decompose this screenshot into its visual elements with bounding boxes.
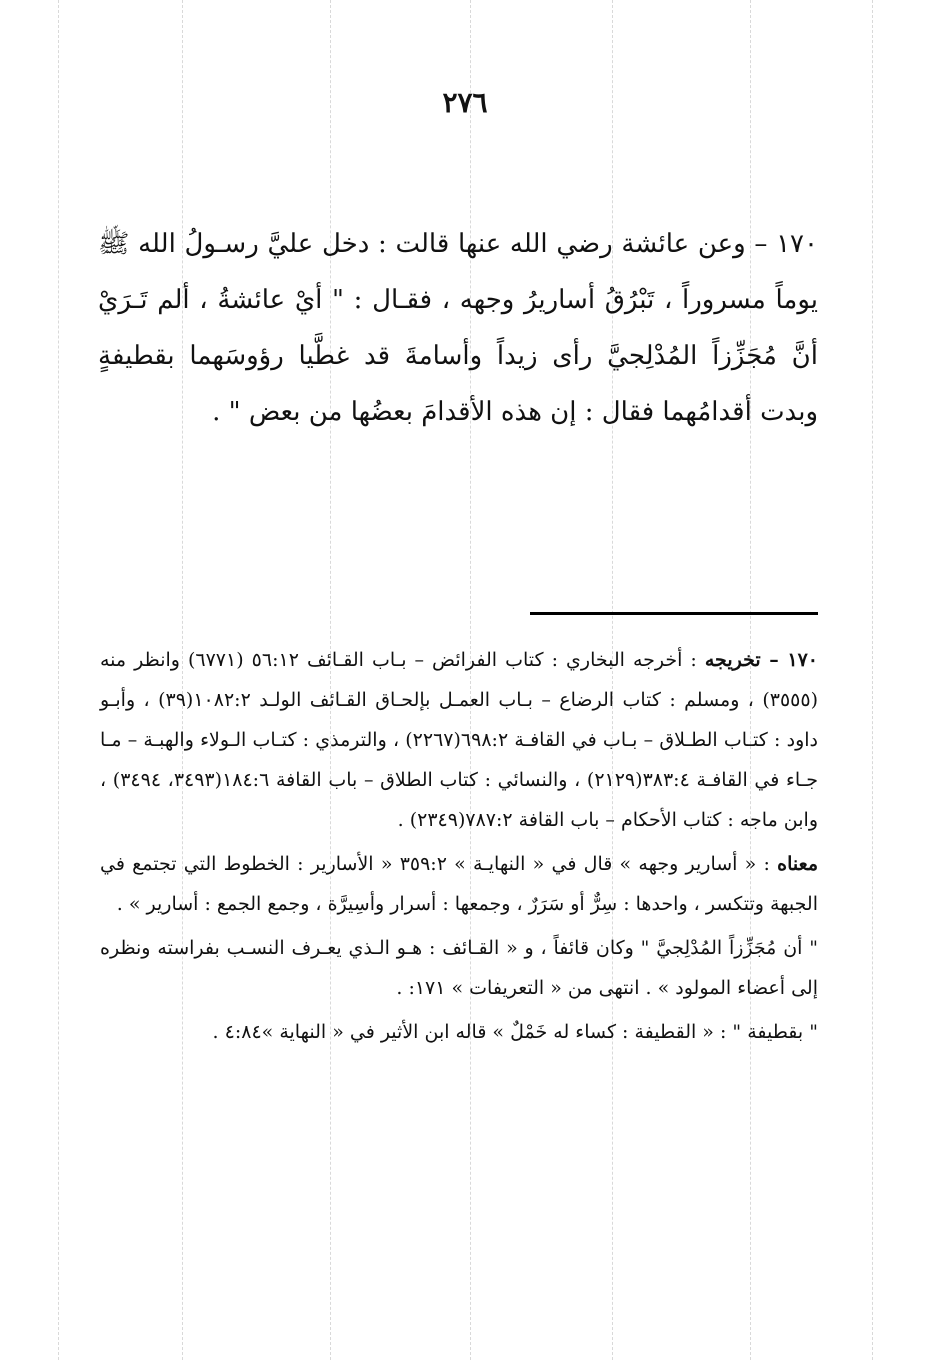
guide-line bbox=[872, 0, 873, 1360]
footnote-divider bbox=[530, 612, 818, 615]
maanah-label: معناه bbox=[777, 853, 818, 875]
mujazziz-note: " أن مُجَزِّزاً المُدْلِجيَّ " وكان قائفاً ، و « القـائف : هـو الـذي يعـرف النسـب بفراسته ونظره إلى أعضاء المولود » . انتهى من « التعريفات » ١٧١: . bbox=[100, 937, 818, 999]
maanah-text: : « أسارير وجهه » قال في « النهايـة » ٣٥٩:٢ « الأسارير : الخطوط التي تجتمع في الجبهة وتتكسر ، واحدها : سِرٌّ أو سَرَرٌ ، وجمعها : أسرار وأسِيرَّة ، وجمع الجمع : أسارير » . bbox=[100, 853, 818, 915]
takhrij-note bbox=[100, 640, 818, 840]
footnotes bbox=[100, 640, 818, 1056]
takhrij-label: ١٧٠ – تخريجه bbox=[704, 649, 818, 671]
qatifa-note: " بقطيفة " : « القطيفة : كساء له خَمْلٌ » قاله ابن الأثير في « النهاية »٤:٨٤ . bbox=[212, 1021, 818, 1043]
maanah-note bbox=[100, 844, 818, 924]
takhrij-text: : أخرجه البخاري : كتاب الفرائض – بـاب القـائف ٥٦:١٢ (٦٧٧١) وانظر منه (٣٥٥٥) ، ومسلم : كتاب الرضاع – بـاب العمـل بإلحـاق القـائف الولـد ١٠٨٢:٢(٣٩) ، وأبـو داود : كتـاب الطـلاق – بـاب في القافـة ٦٩٨:٢(٢٢٦٧) ، والترمذي : كتـاب الـولاء والهبـة – مـا جـاء في القافـة ٣٨٣:٤(٢١٢٩) ، والنسائي : كتاب الطلاق – باب القافة ١٨٤:٦(٣٤٩٣، ٣٤٩٤) ، وابن ماجه : كتاب الأحكام – باب القافة ٧٨٧:٢(٢٣٤٩) . bbox=[100, 649, 819, 831]
page-number: ٢٧٦ bbox=[442, 86, 488, 119]
hadith-paragraph: ١٧٠ – وعن عائشة رضي الله عنها قالت : دخل عليَّ رسـولُ الله ﷺ يوماً مسروراً ، تَبْرُقُ أساريرُ وجهه ، فقـال : " أيْ عائشةُ ، ألم تَـرَيْ أنَّ مُجَزِّزاً المُدْلِجيَّ رأى زيداً وأسامةَ قد غطَّيا رؤوسَهما بقطيفةٍ وبدت أقدامُهما فقال : إن هذه الأقدامَ بعضُها من بعض " . bbox=[98, 229, 818, 427]
guide-line bbox=[58, 0, 59, 1360]
